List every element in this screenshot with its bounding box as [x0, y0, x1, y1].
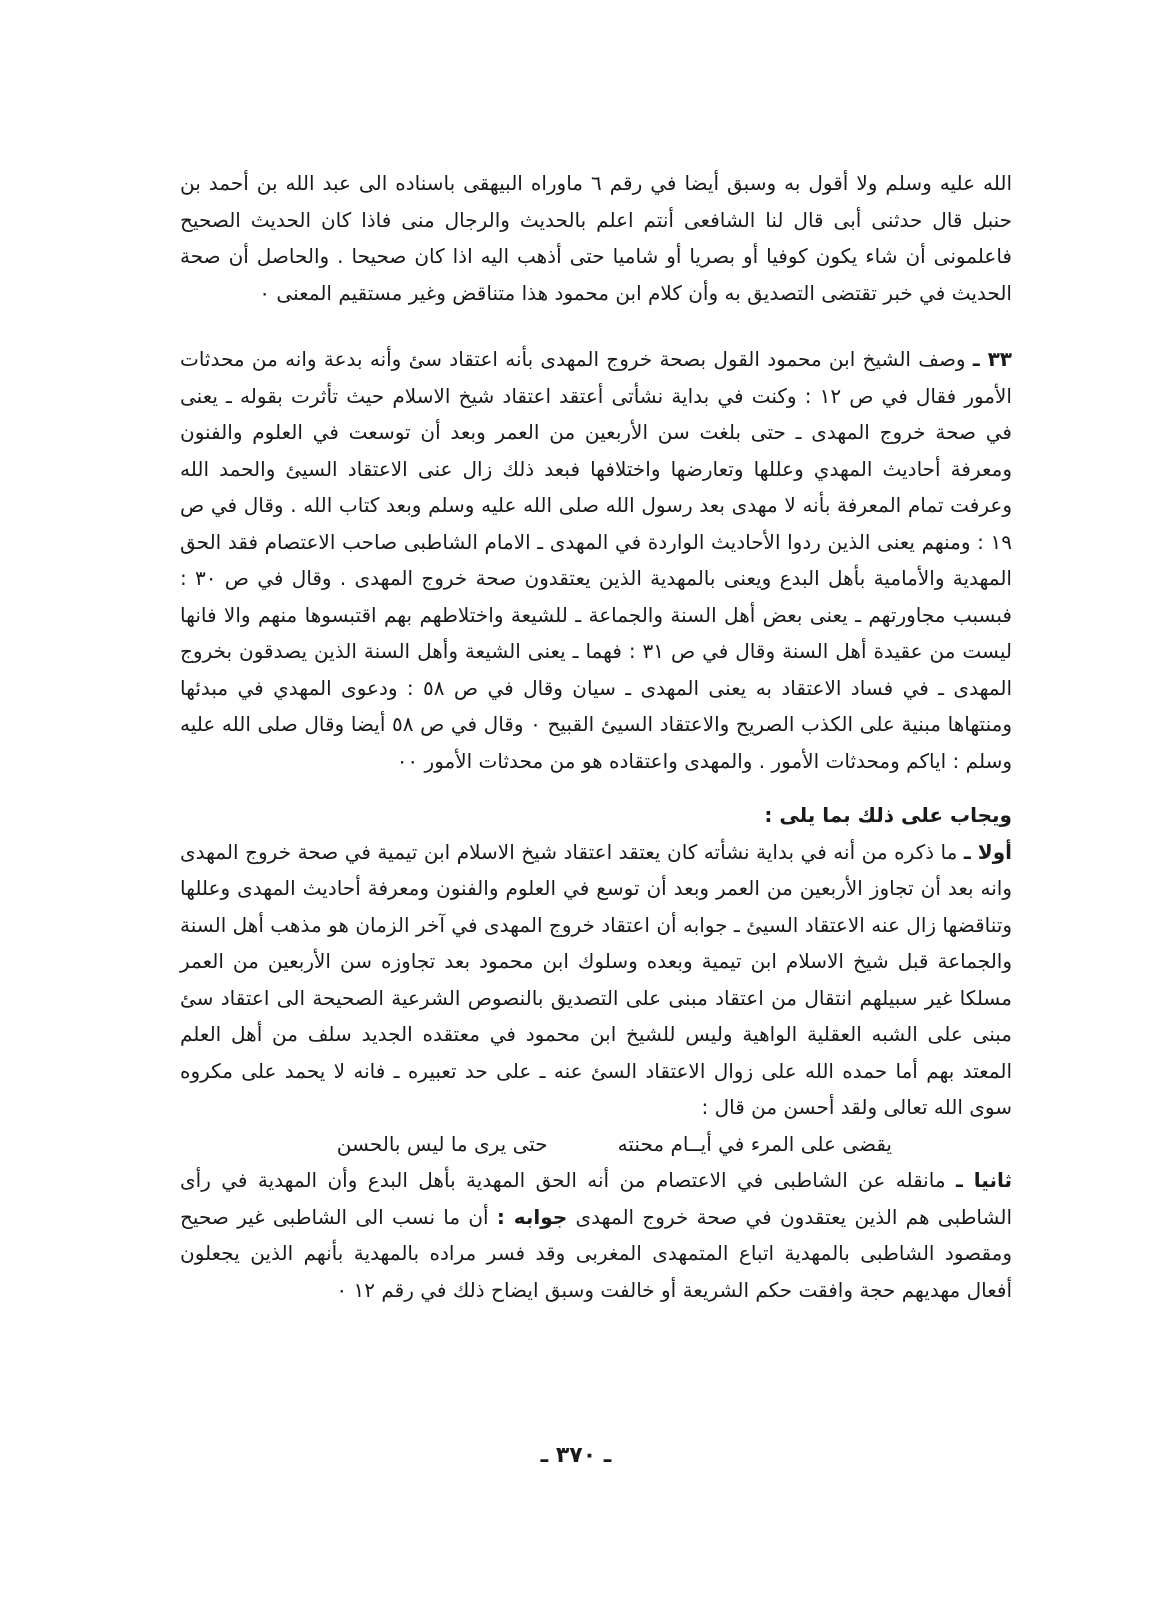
poem-verse — [180, 1126, 1012, 1163]
section-33-paragraph — [180, 341, 1012, 779]
point-first-text: ما ذكره من أنه في بداية نشأته كان يعتقد اعتقاد شيخ الاسلام ابن تيمية في صحة خروج المهدى وانه بعد أن تجاوز الأربعين من العمر وبعد أن توسع في العلوم والفنون ومعرفة أحاديث المهدى وعللها وتناقضها زال عنه الاعتقاد السيئ ـ جوابه أن اعتقاد خروج المهدى في آخر الزمان هو مذهب أهل السنة والجماعة قبل شيخ الاسلام ابن تيمية وبعده وسلوك ابن محمود بعد تجاوزه سن الأربعين من العمر مسلكا غير سبيلهم انتقال من اعتقاد مبنى على التصديق بالنصوص الشرعية الصحيحة الى اعتقاد سئ مبنى على الشبه العقلية الواهية وليس للشيخ ابن محمود في معتقده الجديد سلف من أهل العلم المعتد بهم أما حمده الله على زوال الاعتقاد السئ عنه ـ على حد تعبيره ـ فانه لا يحمد على مكروه سوى الله تعالى ولقد أحسن من قال : — [180, 839, 1012, 1119]
point-first-label: أولا ـ — [963, 839, 1012, 864]
page-number: ـ ٣٧٠ ـ — [540, 1443, 612, 1468]
point-second-label: ثانيا ـ — [955, 1168, 1012, 1192]
point-second-paragraph — [180, 1162, 1012, 1308]
answer-heading: ويجاب على ذلك بما يلى : — [764, 803, 1012, 827]
section-33-text: وصف الشيخ ابن محمود القول بصحة خروج المهدى بأنه اعتقاد سئ وأنه بدعة وانه من محدثات الأمور فقال في ص ١٢ : وكنت في بداية نشأتى أعتقد اعتقاد شيخ الاسلام حيث تأثرت بقوله ـ يعنى في صحة خروج المهدى ـ حتى بلغت سن الأربعين من العمر وبعد أن توسعت في العلوم والفنون ومعرفة أحاديث المهدي وعللها وتعارضها واختلافها فبعد ذلك زال عنى الاعتقاد السيئ والحمد الله وعرفت تمام المعرفة بأنه لا مهدى بعد رسول الله صلى الله عليه وسلم وبعد كتاب الله . وقال في ص ١٩ : ومنهم يعنى الذين ردوا الأحاديث الواردة في المهدى ـ الامام الشاطبى صاحب الاعتصام فقد الحق المهدية والأمامية بأهل البدع ويعنى بالمهدية الذين يعتقدون صحة خروج المهدى . وقال في ص ٣٠ : فبسبب مجاورتهم ـ يعنى بعض أهل السنة والجماعة ـ للشيعة واختلاطهم بهم اقتبسوها منهم والا فانها ليست من عقيدة أهل السنة وقال في ص ٣١ : فهما ـ يعنى الشيعة وأهل السنة الذين يصدقون بخروج المهدى ـ في فساد الاعتقاد به يعنى المهدى ـ سيان وقال في ص ٥٨ : ودعوى المهدي في مبدئها ومنتهاها مبنية على الكذب الصريح والاعتقاد السيئ القبيح ٠ وقال في ص ٥٨ أيضا وقال صلى الله عليه وسلم : اياكم ومحدثات الأمور . والمهدى واعتقاده هو من محدثات الأمور ٠٠ — [180, 347, 1013, 773]
page-body — [180, 165, 1012, 1308]
point-second-text-before: مانقله عن الشاطبى في الاعتصام من أنه الحق المهدية بأهل البدع وأن المهدية في رأى الشاطبى هم الذين يعتقدون في صحة خروج المهدى — [180, 1168, 1013, 1229]
section-number: ٣٣ ـ — [972, 347, 1013, 371]
intro-paragraph: الله عليه وسلم ولا أقول به وسبق أيضا في رقم ٦ ماوراه البيهقى باسناده الى عبد الله بن أحمد بن حنبل قال حدثنى أبى قال لنا الشافعى أنتم اعلم بالحديث والرجال منى فاذا كان الحديث الصحيح فاعلمونى أن شاء يكون كوفيا أو بصريا أو شاميا حتى أذهب اليه اذا كان صحيحا . والحاصل أن صحة الحديث في خبر تقتضى التصديق به وأن كلام ابن محمود هذا متناقض وغير مستقيم المعنى ٠ — [180, 171, 1012, 305]
verse-first-hemistich: يقضى على المرء في أيــام محنته — [617, 1131, 892, 1156]
spacer — [180, 779, 1012, 797]
point-second-text-after: أن ما نسب الى الشاطبى غير صحيح ومقصود الشاطبى بالمهدية اتباع المتمهدى المغربى وقد فسر مراده بالمهدية بأنهم الذين يجعلون أفعال مهديهم حجة وافقت حكم الشريعة أو خالفت وسبق ايضاح ذلك في رقم ١٢ ٠ — [180, 1204, 1012, 1302]
spacer — [180, 311, 1012, 341]
verse-second-hemistich: حتى يرى ما ليس بالحسن — [336, 1131, 548, 1156]
answer-word: جوابه : — [496, 1204, 568, 1229]
point-first-paragraph — [180, 834, 1012, 1126]
